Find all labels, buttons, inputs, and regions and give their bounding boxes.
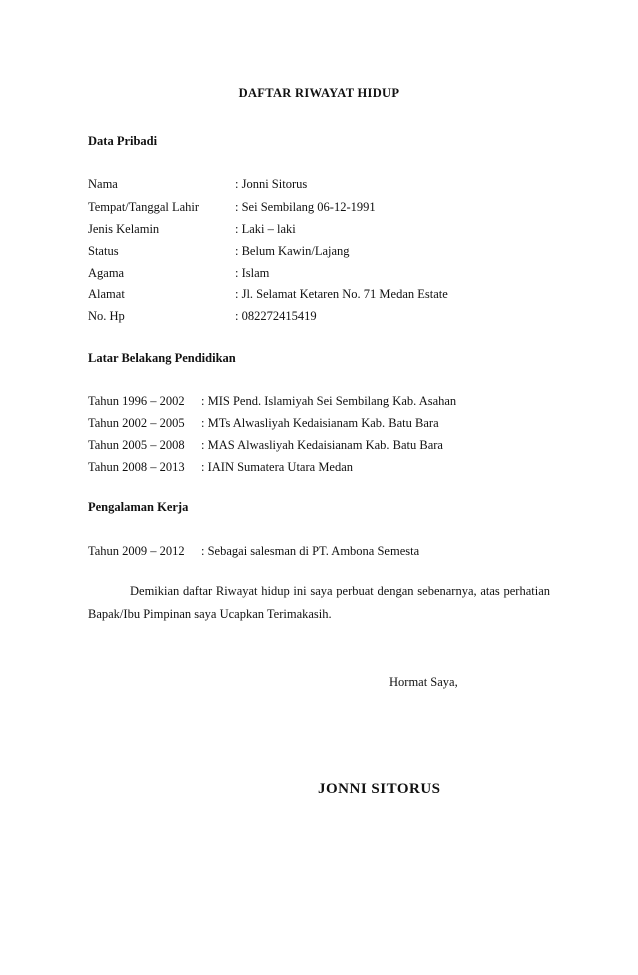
field-value: : Jl. Selamat Ketaren No. 71 Medan Estate: [235, 287, 448, 301]
field-value: : 082272415419: [235, 309, 317, 323]
field-value: : Islam: [235, 266, 270, 280]
education-period: Tahun 2005 – 2008: [88, 438, 185, 452]
field-label: No. Hp: [88, 309, 125, 323]
education-period: Tahun 2002 – 2005: [88, 416, 185, 430]
field-value: : Sei Sembilang 06-12-1991: [235, 200, 376, 214]
field-label: Status: [88, 244, 119, 258]
education-school: : MIS Pend. Islamiyah Sei Sembilang Kab. Asahan: [201, 394, 457, 408]
education-school: : MTs Alwasliyah Kedaisianam Kab. Batu Bara: [201, 416, 439, 430]
education-period: Tahun 1996 – 2002: [88, 394, 185, 408]
education-school: : MAS Alwasliyah Kedaisianam Kab. Batu Bara: [201, 438, 443, 452]
section-work-experience: Pengalaman Kerja: [88, 500, 189, 514]
education-period: Tahun 2008 – 2013: [88, 460, 185, 474]
field-value: : Belum Kawin/Lajang: [235, 244, 350, 258]
document-title: DAFTAR RIWAYAT HIDUP: [238, 86, 400, 100]
field-label: Nama: [88, 177, 118, 191]
regards-text: Hormat Saya,: [389, 675, 458, 689]
education-school: : IAIN Sumatera Utara Medan: [201, 460, 354, 474]
field-label: Tempat/Tanggal Lahir: [88, 200, 200, 214]
section-education: Latar Belakang Pendidikan: [88, 351, 236, 365]
field-value: : Laki – laki: [235, 222, 296, 236]
work-period: Tahun 2009 – 2012: [88, 544, 185, 558]
field-label: Jenis Kelamin: [88, 222, 160, 236]
signature-name: JONNI SITORUS: [318, 781, 441, 797]
field-label: Agama: [88, 266, 125, 280]
field-value: : Jonni Sitorus: [235, 177, 308, 191]
closing-paragraph: Demikian daftar Riwayat hidup ini saya perbuat dengan sebenarnya, atas perhatian Bapak/Ibu Pimpinan saya Ucapkan Terimakasih.: [88, 584, 550, 621]
work-description: : Sebagai salesman di PT. Ambona Semesta: [201, 544, 420, 558]
section-personal-data: Data Pribadi: [88, 134, 158, 148]
field-label: Alamat: [88, 287, 125, 301]
